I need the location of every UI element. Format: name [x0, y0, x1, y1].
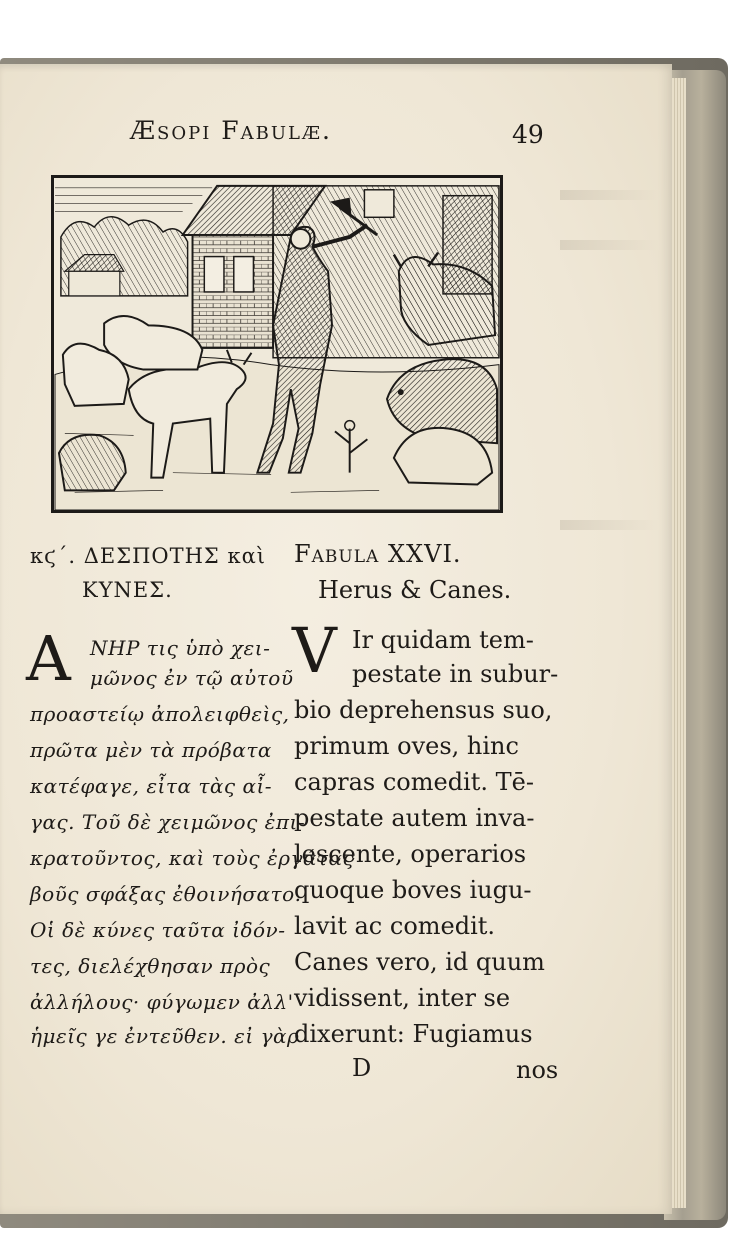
- latin-line: dixerunt: Fugiamus: [294, 1020, 533, 1048]
- show-through-mark: [560, 240, 660, 250]
- greek-line: βοῦς σφάξας ἐθοινήσατο.: [30, 882, 302, 906]
- greek-line: γας. Τοῦ δὲ χειμῶνος ἐπι-: [30, 810, 306, 834]
- latin-line: quoque boves iugu-: [294, 876, 532, 904]
- greek-line: Οἱ δὲ κύνες ταῦτα ἰδόν-: [30, 918, 286, 942]
- latin-heading-line-2: Herus & Canes.: [318, 576, 512, 604]
- greek-drop-cap: Α: [26, 622, 71, 695]
- greek-line: τες, διελέχθησαν πρὸς: [30, 954, 271, 978]
- woodcut-image: [54, 178, 500, 510]
- show-through-mark: [560, 190, 660, 200]
- signature-mark: D: [352, 1054, 372, 1082]
- greek-line: κρατοῦντος, καὶ τοὺς ἐργάτας: [30, 846, 355, 870]
- greek-line: ἡμεῖς γε ἐντεῦθεν. εἰ γὰρ: [30, 1024, 300, 1048]
- latin-line: primum oves, hinc: [294, 732, 519, 760]
- greek-line: ΝΗΡ τις ὑπὸ χει-: [90, 636, 271, 660]
- latin-line: vidissent, inter se: [294, 984, 511, 1012]
- latin-line: pestate in subur-: [352, 660, 559, 688]
- latin-line: capras comedit. Tē-: [294, 768, 534, 796]
- catchword: nos: [516, 1056, 559, 1084]
- latin-drop-cap: V: [292, 614, 337, 687]
- woodcut-illustration: [51, 175, 503, 513]
- greek-line: κατέφαγε, εἶτα τὰς αἶ-: [30, 774, 273, 798]
- show-through-mark: [560, 520, 660, 530]
- running-title: Æsopi Fabulæ.: [130, 116, 332, 145]
- greek-line: μῶνος ἐν τῷ αὐτοῦ: [90, 666, 294, 690]
- latin-line: Ir quidam tem-: [352, 626, 534, 654]
- greek-line: πρῶτα μὲν τὰ πρόβατα: [30, 738, 272, 762]
- latin-line: Canes vero, id quum: [294, 948, 545, 976]
- latin-line: bio deprehensus suo,: [294, 696, 553, 724]
- page-number: 49: [512, 120, 544, 149]
- greek-heading-line-1: κϛ΄. ΔΕΣΠΟΤΗΣ καὶ: [30, 544, 266, 568]
- latin-line: pestate autem inva-: [294, 804, 535, 832]
- greek-line: προαστείῳ ἀπολειφθεὶς,: [30, 702, 290, 726]
- latin-line: lescente, operarios: [294, 840, 527, 868]
- greek-line: ἀλλήλους· φύγωμεν ἀλλ': [30, 990, 294, 1014]
- greek-heading-line-2: ΚΥΝΕΣ.: [82, 578, 173, 602]
- latin-line: lavit ac comedit.: [294, 912, 496, 940]
- latin-heading-line-1: Fabula XXVI.: [294, 540, 462, 568]
